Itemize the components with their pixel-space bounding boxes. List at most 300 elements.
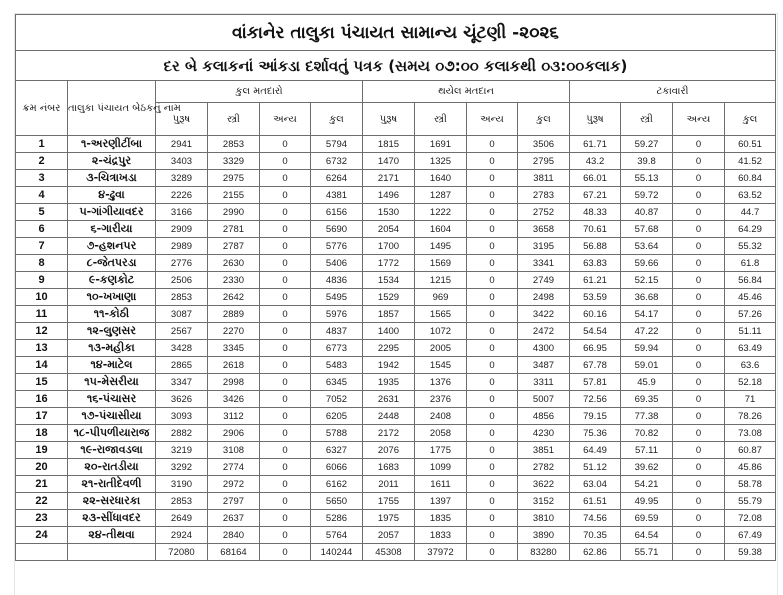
pct-other-cell: 0: [673, 459, 725, 476]
voters-female-cell: 2637: [208, 510, 260, 527]
voters-other-header: અન્ય: [260, 103, 311, 136]
voters-female-cell: 2155: [208, 187, 260, 204]
cast-male-cell: 2631: [363, 391, 415, 408]
cast-female-cell: 969: [415, 289, 467, 306]
voters-male-cell: 3190: [156, 476, 208, 493]
table-row: [16, 459, 776, 476]
pct-other-cell: 0: [673, 476, 725, 493]
pct-female-cell: 59.66: [621, 255, 673, 272]
serial-number-cell: 17: [16, 408, 68, 425]
voters-female-cell: 3112: [208, 408, 260, 425]
voters-male-cell: 3087: [156, 306, 208, 323]
pct-male-cell: 66.01: [570, 170, 621, 187]
pct-other-cell: 0: [673, 187, 725, 204]
voters-male-cell: 3428: [156, 340, 208, 357]
cast-other-cell: 0: [467, 408, 518, 425]
cast-other-cell: 0: [467, 391, 518, 408]
seat-name-cell: ૮-જેતપરડા: [68, 255, 156, 272]
voters-other-cell: 0: [260, 459, 311, 476]
voters-other-cell: 0: [260, 136, 311, 153]
cast-other-cell: 0: [467, 425, 518, 442]
voters-total-cell: 6264: [311, 170, 363, 187]
pct-female-cell: 59.27: [621, 136, 673, 153]
pct-other-cell: 0: [673, 510, 725, 527]
voters-total-cell: 5788: [311, 425, 363, 442]
voters-other-cell: 0: [260, 323, 311, 340]
cast-total-cell: 2472: [518, 323, 570, 340]
table-row: [16, 255, 776, 272]
pct-other-cell: 0: [673, 374, 725, 391]
table-row: [16, 272, 776, 289]
voters-male-cell: 3219: [156, 442, 208, 459]
cast-other-cell: 0: [467, 255, 518, 272]
seat-name-cell: [68, 544, 156, 561]
seat-name-cell: ૯-કણકોટ: [68, 272, 156, 289]
voters-total-cell: 6732: [311, 153, 363, 170]
voters-other-cell: 0: [260, 391, 311, 408]
voters-male-cell: 3093: [156, 408, 208, 425]
voters-other-cell: 0: [260, 340, 311, 357]
pct-male-cell: 61.21: [570, 272, 621, 289]
pct-other-cell: 0: [673, 221, 725, 238]
pct-male-cell: 66.95: [570, 340, 621, 357]
voters-other-cell: 0: [260, 408, 311, 425]
cast-other-cell: 0: [467, 136, 518, 153]
table-row: [16, 510, 776, 527]
voters-total-cell: 6162: [311, 476, 363, 493]
voters-male-header: પુરૂષ: [156, 103, 208, 136]
seat-name-cell: ૨૩-સીંધાવદર: [68, 510, 156, 527]
cast-female-cell: 1376: [415, 374, 467, 391]
voters-male-cell: 2882: [156, 425, 208, 442]
voters-total-cell: 5650: [311, 493, 363, 510]
pct-other-cell: 0: [673, 442, 725, 459]
cast-female-cell: 1833: [415, 527, 467, 544]
serial-number-cell: 11: [16, 306, 68, 323]
cast-total-cell: 3851: [518, 442, 570, 459]
voters-other-cell: 0: [260, 238, 311, 255]
serial-number-cell: 19: [16, 442, 68, 459]
serial-number-cell: 13: [16, 340, 68, 357]
cast-female-cell: 1569: [415, 255, 467, 272]
voters-other-cell: 0: [260, 221, 311, 238]
cast-female-cell: 1775: [415, 442, 467, 459]
voters-other-cell: 0: [260, 510, 311, 527]
pct-other-cell: 0: [673, 323, 725, 340]
serial-number-cell: 7: [16, 238, 68, 255]
serial-number-cell: 1: [16, 136, 68, 153]
serial-number-cell: 9: [16, 272, 68, 289]
cast-other-cell: 0: [467, 476, 518, 493]
voters-other-cell: 0: [260, 289, 311, 306]
seat-name-cell: ૬-ગારીયા: [68, 221, 156, 238]
voters-total-cell: 6773: [311, 340, 363, 357]
cast-male-cell: 1470: [363, 153, 415, 170]
seat-name-cell: ૭-હશનપર: [68, 238, 156, 255]
table-row: [16, 170, 776, 187]
cast-female-cell: 1325: [415, 153, 467, 170]
voters-other-cell: 0: [260, 374, 311, 391]
voters-total-cell: 5286: [311, 510, 363, 527]
voters-total-header: કુલ: [311, 103, 363, 136]
pct-total-cell: 71: [725, 391, 776, 408]
pct-female-cell: 40.87: [621, 204, 673, 221]
cast-male-cell: 2295: [363, 340, 415, 357]
pct-total-cell: 59.38: [725, 544, 776, 561]
voters-male-cell: 2776: [156, 255, 208, 272]
pct-female-cell: 49.95: [621, 493, 673, 510]
seat-name-cell: ૨૦-રાતડીયા: [68, 459, 156, 476]
cast-female-cell: 37972: [415, 544, 467, 561]
table-row: [16, 136, 776, 153]
seat-name-cell: ૧૮-પીપળીયારાજ: [68, 425, 156, 442]
cast-male-cell: 1700: [363, 238, 415, 255]
cast-male-cell: 2076: [363, 442, 415, 459]
pct-other-cell: 0: [673, 153, 725, 170]
voters-female-cell: 2889: [208, 306, 260, 323]
pct-male-header: પુરૂષ: [570, 103, 621, 136]
pct-female-cell: 77.38: [621, 408, 673, 425]
voters-total-cell: 140244: [311, 544, 363, 561]
voters-female-cell: 2642: [208, 289, 260, 306]
pct-female-cell: 47.22: [621, 323, 673, 340]
voters-total-cell: 5495: [311, 289, 363, 306]
pct-female-cell: 69.59: [621, 510, 673, 527]
cast-male-cell: 1496: [363, 187, 415, 204]
cast-other-cell: 0: [467, 340, 518, 357]
seat-name-header: તાલુકા પંચાયત બેઠકનું નામ: [68, 81, 156, 136]
cast-other-cell: 0: [467, 544, 518, 561]
voters-other-cell: 0: [260, 153, 311, 170]
voters-total-cell: 5776: [311, 238, 363, 255]
seat-name-cell: ૧૪-માટેલ: [68, 357, 156, 374]
voters-male-cell: 72080: [156, 544, 208, 561]
voters-other-cell: 0: [260, 527, 311, 544]
pct-male-cell: 62.86: [570, 544, 621, 561]
serial-number-cell: 8: [16, 255, 68, 272]
table-row: [16, 476, 776, 493]
serial-number-cell: 4: [16, 187, 68, 204]
cast-female-cell: 1691: [415, 136, 467, 153]
table-row: [16, 289, 776, 306]
percentage-group-header: ટકાવારી: [570, 81, 776, 103]
pct-male-cell: 43.2: [570, 153, 621, 170]
voters-female-cell: 2990: [208, 204, 260, 221]
cast-total-cell: 4856: [518, 408, 570, 425]
pct-male-cell: 61.51: [570, 493, 621, 510]
cast-male-cell: 1935: [363, 374, 415, 391]
table-row: [16, 493, 776, 510]
voters-female-cell: 68164: [208, 544, 260, 561]
pct-total-cell: 55.79: [725, 493, 776, 510]
voters-male-cell: 2226: [156, 187, 208, 204]
pct-male-cell: 60.16: [570, 306, 621, 323]
cast-male-cell: 2011: [363, 476, 415, 493]
cast-female-cell: 1495: [415, 238, 467, 255]
cast-female-cell: 1604: [415, 221, 467, 238]
cast-male-cell: 1530: [363, 204, 415, 221]
voters-total-cell: 6066: [311, 459, 363, 476]
pct-other-cell: 0: [673, 340, 725, 357]
table-row: [16, 238, 776, 255]
pct-other-cell: 0: [673, 544, 725, 561]
voters-total-cell: 6156: [311, 204, 363, 221]
table-row: [16, 306, 776, 323]
voters-total-cell: 5406: [311, 255, 363, 272]
pct-other-cell: 0: [673, 425, 725, 442]
pct-other-cell: 0: [673, 357, 725, 374]
voters-female-cell: 2998: [208, 374, 260, 391]
cast-other-cell: 0: [467, 238, 518, 255]
cast-female-cell: 1545: [415, 357, 467, 374]
table-row: [16, 153, 776, 170]
pct-total-cell: 45.46: [725, 289, 776, 306]
pct-total-cell: 61.8: [725, 255, 776, 272]
cast-female-cell: 1215: [415, 272, 467, 289]
cast-female-cell: 2408: [415, 408, 467, 425]
cast-female-cell: 1835: [415, 510, 467, 527]
serial-number-cell: 2: [16, 153, 68, 170]
pct-total-cell: 73.08: [725, 425, 776, 442]
serial-number-cell: 12: [16, 323, 68, 340]
serial-number-cell: 21: [16, 476, 68, 493]
pct-other-cell: 0: [673, 289, 725, 306]
cast-total-cell: 3311: [518, 374, 570, 391]
pct-other-header: અન્ય: [673, 103, 725, 136]
totals-row: [16, 544, 776, 561]
pct-total-cell: 64.29: [725, 221, 776, 238]
cast-total-cell: 3422: [518, 306, 570, 323]
table-row: [16, 527, 776, 544]
serial-number-cell: 18: [16, 425, 68, 442]
seat-name-cell: ૧૦-ખખાણા: [68, 289, 156, 306]
pct-female-header: સ્ત્રી: [621, 103, 673, 136]
cast-female-cell: 1287: [415, 187, 467, 204]
voters-other-cell: 0: [260, 255, 311, 272]
voters-male-cell: 2941: [156, 136, 208, 153]
pct-total-cell: 67.49: [725, 527, 776, 544]
pct-female-cell: 57.68: [621, 221, 673, 238]
pct-female-cell: 45.9: [621, 374, 673, 391]
cast-other-cell: 0: [467, 527, 518, 544]
cast-total-cell: 3341: [518, 255, 570, 272]
pct-male-cell: 53.59: [570, 289, 621, 306]
voters-female-cell: 2853: [208, 136, 260, 153]
cast-male-cell: 45308: [363, 544, 415, 561]
voters-male-cell: 3403: [156, 153, 208, 170]
polling-statistics-table: [15, 14, 776, 561]
voters-female-cell: 2270: [208, 323, 260, 340]
cast-male-cell: 1815: [363, 136, 415, 153]
pct-male-cell: 51.12: [570, 459, 621, 476]
serial-number-cell: 6: [16, 221, 68, 238]
cast-other-cell: 0: [467, 374, 518, 391]
cast-total-cell: 2752: [518, 204, 570, 221]
pct-total-cell: 57.26: [725, 306, 776, 323]
cast-other-cell: 0: [467, 187, 518, 204]
pct-total-cell: 60.51: [725, 136, 776, 153]
voters-male-cell: 2909: [156, 221, 208, 238]
seat-name-cell: ૧૬-પંચાસર: [68, 391, 156, 408]
pct-other-cell: 0: [673, 272, 725, 289]
voters-total-cell: 5794: [311, 136, 363, 153]
cast-other-cell: 0: [467, 170, 518, 187]
cast-other-cell: 0: [467, 153, 518, 170]
pct-female-cell: 55.13: [621, 170, 673, 187]
table-row: [16, 391, 776, 408]
table-body: [16, 136, 776, 561]
pct-male-cell: 72.56: [570, 391, 621, 408]
cast-female-cell: 1072: [415, 323, 467, 340]
voters-female-cell: 2972: [208, 476, 260, 493]
pct-female-cell: 39.8: [621, 153, 673, 170]
voters-male-cell: 2853: [156, 493, 208, 510]
cast-total-header: કુલ: [518, 103, 570, 136]
cast-total-cell: 2498: [518, 289, 570, 306]
table-row: [16, 340, 776, 357]
cast-total-cell: 2782: [518, 459, 570, 476]
pct-other-cell: 0: [673, 170, 725, 187]
seat-name-cell: ૧૧-કોઠી: [68, 306, 156, 323]
table-row: [16, 187, 776, 204]
voters-other-cell: 0: [260, 357, 311, 374]
voters-male-cell: 3347: [156, 374, 208, 391]
pct-other-cell: 0: [673, 204, 725, 221]
cast-other-cell: 0: [467, 306, 518, 323]
page-subtitle: દર બે કલાકનાં આંકડા દર્શાવતું પત્રક (સમય ૦૭:૦૦ કલાકથી ૦૩:૦૦કલાક): [16, 51, 776, 81]
pct-other-cell: 0: [673, 255, 725, 272]
pct-total-cell: 58.78: [725, 476, 776, 493]
serial-number-cell: 20: [16, 459, 68, 476]
cast-total-cell: 5007: [518, 391, 570, 408]
voters-male-cell: 3292: [156, 459, 208, 476]
seat-name-cell: ૧૫-મેસરીયા: [68, 374, 156, 391]
seat-name-cell: ૧૯-રાજાવડલા: [68, 442, 156, 459]
pct-other-cell: 0: [673, 238, 725, 255]
cast-male-cell: 1529: [363, 289, 415, 306]
cast-male-cell: 2057: [363, 527, 415, 544]
serial-number-header: ક્રમ નંબર: [16, 81, 68, 136]
cast-total-cell: 4230: [518, 425, 570, 442]
cast-total-cell: 3811: [518, 170, 570, 187]
voters-female-cell: 2797: [208, 493, 260, 510]
cast-female-cell: 1397: [415, 493, 467, 510]
pct-total-cell: 44.7: [725, 204, 776, 221]
pct-female-cell: 59.01: [621, 357, 673, 374]
voters-other-cell: 0: [260, 476, 311, 493]
cast-other-cell: 0: [467, 493, 518, 510]
serial-number-cell: 5: [16, 204, 68, 221]
cast-other-cell: 0: [467, 221, 518, 238]
cast-female-cell: 2005: [415, 340, 467, 357]
cast-male-cell: 1683: [363, 459, 415, 476]
pct-other-cell: 0: [673, 493, 725, 510]
voters-male-cell: 2649: [156, 510, 208, 527]
voters-female-cell: 2781: [208, 221, 260, 238]
pct-male-cell: 63.83: [570, 255, 621, 272]
page-title: વાંકાનેર તાલુકા પંચાયત સામાન્ય ચૂંટણી -૨૦૨૬: [16, 15, 776, 51]
cast-other-cell: 0: [467, 204, 518, 221]
voters-other-cell: 0: [260, 544, 311, 561]
pct-female-cell: 54.21: [621, 476, 673, 493]
seat-name-cell: ૨૨-સરધારકા: [68, 493, 156, 510]
voters-male-cell: 2567: [156, 323, 208, 340]
seat-name-cell: ૨-ચંદ્રપુર: [68, 153, 156, 170]
cast-female-cell: 2058: [415, 425, 467, 442]
pct-male-cell: 67.21: [570, 187, 621, 204]
pct-female-cell: 57.11: [621, 442, 673, 459]
cast-male-cell: 1534: [363, 272, 415, 289]
voters-other-cell: 0: [260, 442, 311, 459]
pct-other-cell: 0: [673, 408, 725, 425]
serial-number-cell: 10: [16, 289, 68, 306]
pct-female-cell: 70.82: [621, 425, 673, 442]
voters-female-cell: 3108: [208, 442, 260, 459]
cast-male-cell: 1857: [363, 306, 415, 323]
pct-male-cell: 48.33: [570, 204, 621, 221]
voters-total-cell: 4381: [311, 187, 363, 204]
pct-total-cell: 78.26: [725, 408, 776, 425]
pct-total-cell: 60.87: [725, 442, 776, 459]
pct-male-cell: 56.88: [570, 238, 621, 255]
cast-total-cell: 3506: [518, 136, 570, 153]
cast-female-cell: 1565: [415, 306, 467, 323]
voters-female-cell: 3329: [208, 153, 260, 170]
pct-male-cell: 75.36: [570, 425, 621, 442]
pct-total-header: કુલ: [725, 103, 776, 136]
serial-number-cell: 16: [16, 391, 68, 408]
pct-male-cell: 74.56: [570, 510, 621, 527]
pct-other-cell: 0: [673, 391, 725, 408]
seat-name-cell: ૪-ઢુવા: [68, 187, 156, 204]
serial-number-cell: 3: [16, 170, 68, 187]
voters-female-cell: 3426: [208, 391, 260, 408]
voters-other-cell: 0: [260, 204, 311, 221]
serial-number-cell: 22: [16, 493, 68, 510]
voters-total-cell: 5690: [311, 221, 363, 238]
seat-name-cell: ૨૪-તીથવા: [68, 527, 156, 544]
cast-total-cell: 2783: [518, 187, 570, 204]
pct-male-cell: 70.35: [570, 527, 621, 544]
serial-number-cell: 23: [16, 510, 68, 527]
pct-total-cell: 63.49: [725, 340, 776, 357]
pct-female-cell: 54.17: [621, 306, 673, 323]
voters-male-cell: 2853: [156, 289, 208, 306]
pct-total-cell: 56.84: [725, 272, 776, 289]
cast-female-cell: 1099: [415, 459, 467, 476]
voters-female-cell: 2787: [208, 238, 260, 255]
voters-total-cell: 4836: [311, 272, 363, 289]
voters-other-cell: 0: [260, 170, 311, 187]
cast-other-cell: 0: [467, 289, 518, 306]
voters-female-cell: 3345: [208, 340, 260, 357]
pct-other-cell: 0: [673, 136, 725, 153]
pct-female-cell: 69.35: [621, 391, 673, 408]
cast-male-cell: 2171: [363, 170, 415, 187]
pct-total-cell: 72.08: [725, 510, 776, 527]
pct-total-cell: 63.52: [725, 187, 776, 204]
voters-other-cell: 0: [260, 425, 311, 442]
voters-male-cell: 3626: [156, 391, 208, 408]
serial-number-cell: 14: [16, 357, 68, 374]
cast-other-cell: 0: [467, 442, 518, 459]
total-voters-group-header: કુલ મતદારો: [156, 81, 363, 103]
voters-total-cell: 6327: [311, 442, 363, 459]
pct-female-cell: 36.68: [621, 289, 673, 306]
voters-female-cell: 2840: [208, 527, 260, 544]
pct-female-cell: 52.15: [621, 272, 673, 289]
cast-male-cell: 1975: [363, 510, 415, 527]
